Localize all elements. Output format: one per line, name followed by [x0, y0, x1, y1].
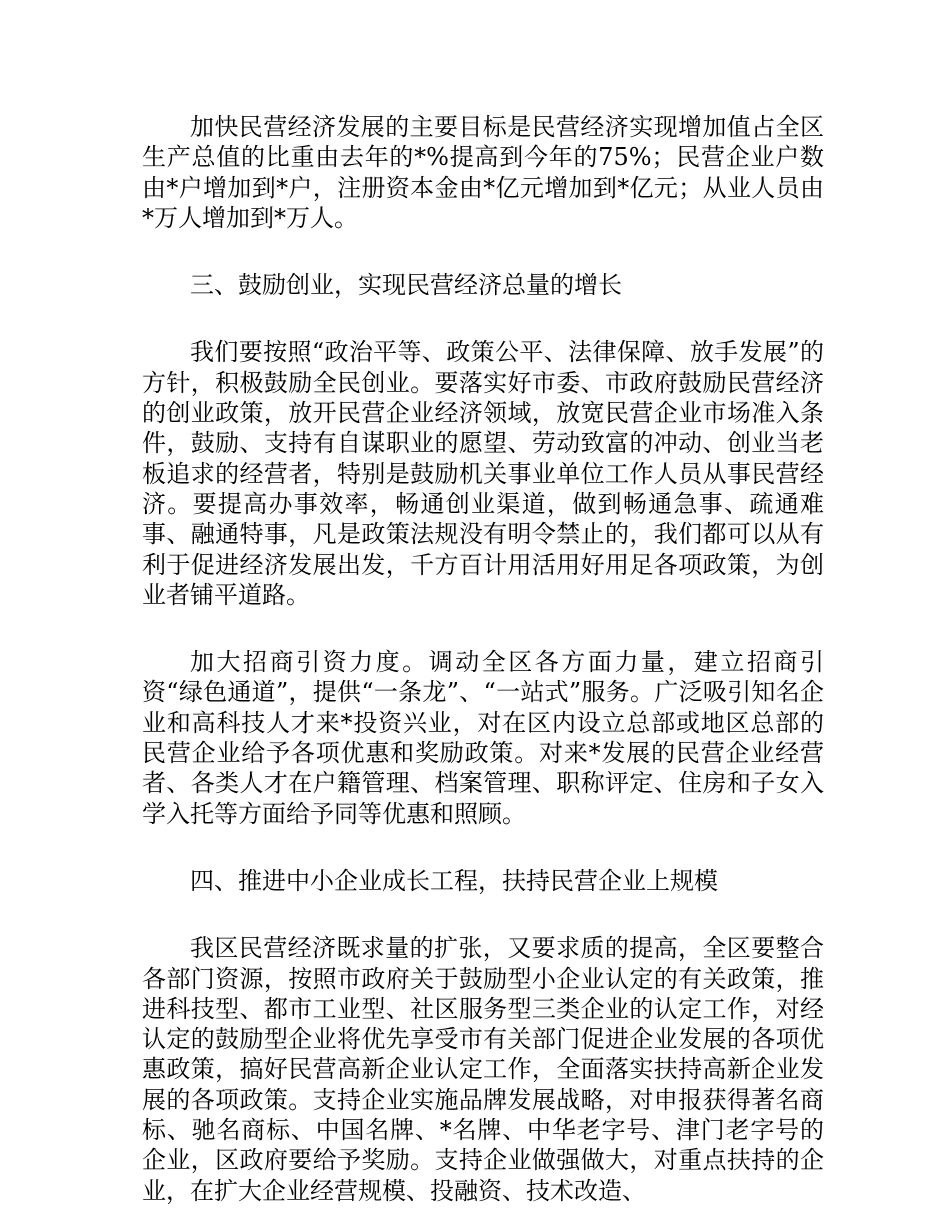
- paragraph-sme-growth: 我区民营经济既求量的扩张，又要求质的提高，全区要整合各部门资源，按照市政府关于鼓励型小企业认定的有关政策，推进科技型、都市工业型、社区服务型三类企业的认定工作，对经认定的鼓励型企业将优先享受市有关部门促进企业发展的各项优惠政策，搞好民营高新企业认定工作，全面落实扶持高新企业发展的各项政策。支持企业实施品牌发展战略，对申报获得著名商标、驰名商标、中国名牌、*名牌、中华老字号、津门老字号的企业，区政府要给予奖励。支持企业做强做大，对重点扶持的企业，在扩大企业经营规模、投融资、技术改造、: [142, 934, 824, 1205]
- paragraph-investment-attraction: 加大招商引资力度。调动全区各方面力量，建立招商引资“绿色通道”，提供“一条龙”、“一站式”服务。广泛吸引知名企业和高科技人才来*投资兴业，对在区内设立总部或地区总部的民营企业给予各项优惠和奖励政策。对来*发展的民营企业经营者、各类人才在户籍管理、档案管理、职称评定、住房和子女入学入托等方面给予同等优惠和照顾。: [142, 648, 824, 828]
- paragraph-main-goals: 加快民营经济发展的主要目标是民营经济实现增加值占全区生产总值的比重由去年的*%提高到今年的75%；民营企业户数由*户增加到*户，注册资本金由*亿元增加到*亿元；从业人员由*万人增加到*万人。: [142, 113, 824, 232]
- paragraph-gap: [142, 896, 824, 933]
- document-page: [142, 112, 824, 1206]
- paragraph-gap: [142, 300, 824, 337]
- section-heading-3: 三、鼓励创业，实现民营经济总量的增长: [190, 271, 622, 300]
- paragraph-gap: [142, 829, 824, 866]
- section-heading-4: 四、推进中小企业成长工程，扶持民营企业上规模: [190, 866, 718, 895]
- paragraph-gap: [142, 610, 824, 647]
- paragraph-encourage-entrepreneurship: 我们要按照“政治平等、政策公平、法律保障、放手发展”的方针，积极鼓励全民创业。要落实好市委、市政府鼓励民营经济的创业政策，放开民营企业经济领域，放宽民营企业市场准入条件，鼓励、支持有自谋职业的愿望、劳动致富的冲动、创业当老板追求的经营者，特别是鼓励机关事业单位工作人员从事民营经济。要提高办事效率，畅通创业渠道，做到畅通急事、疏通难事、融通特事，凡是政策法规没有明令禁止的，我们都可以从有利于促进经济发展出发，千方百计用活用好用足各项政策，为创业者铺平道路。: [142, 338, 824, 609]
- paragraph-gap: [142, 233, 824, 270]
